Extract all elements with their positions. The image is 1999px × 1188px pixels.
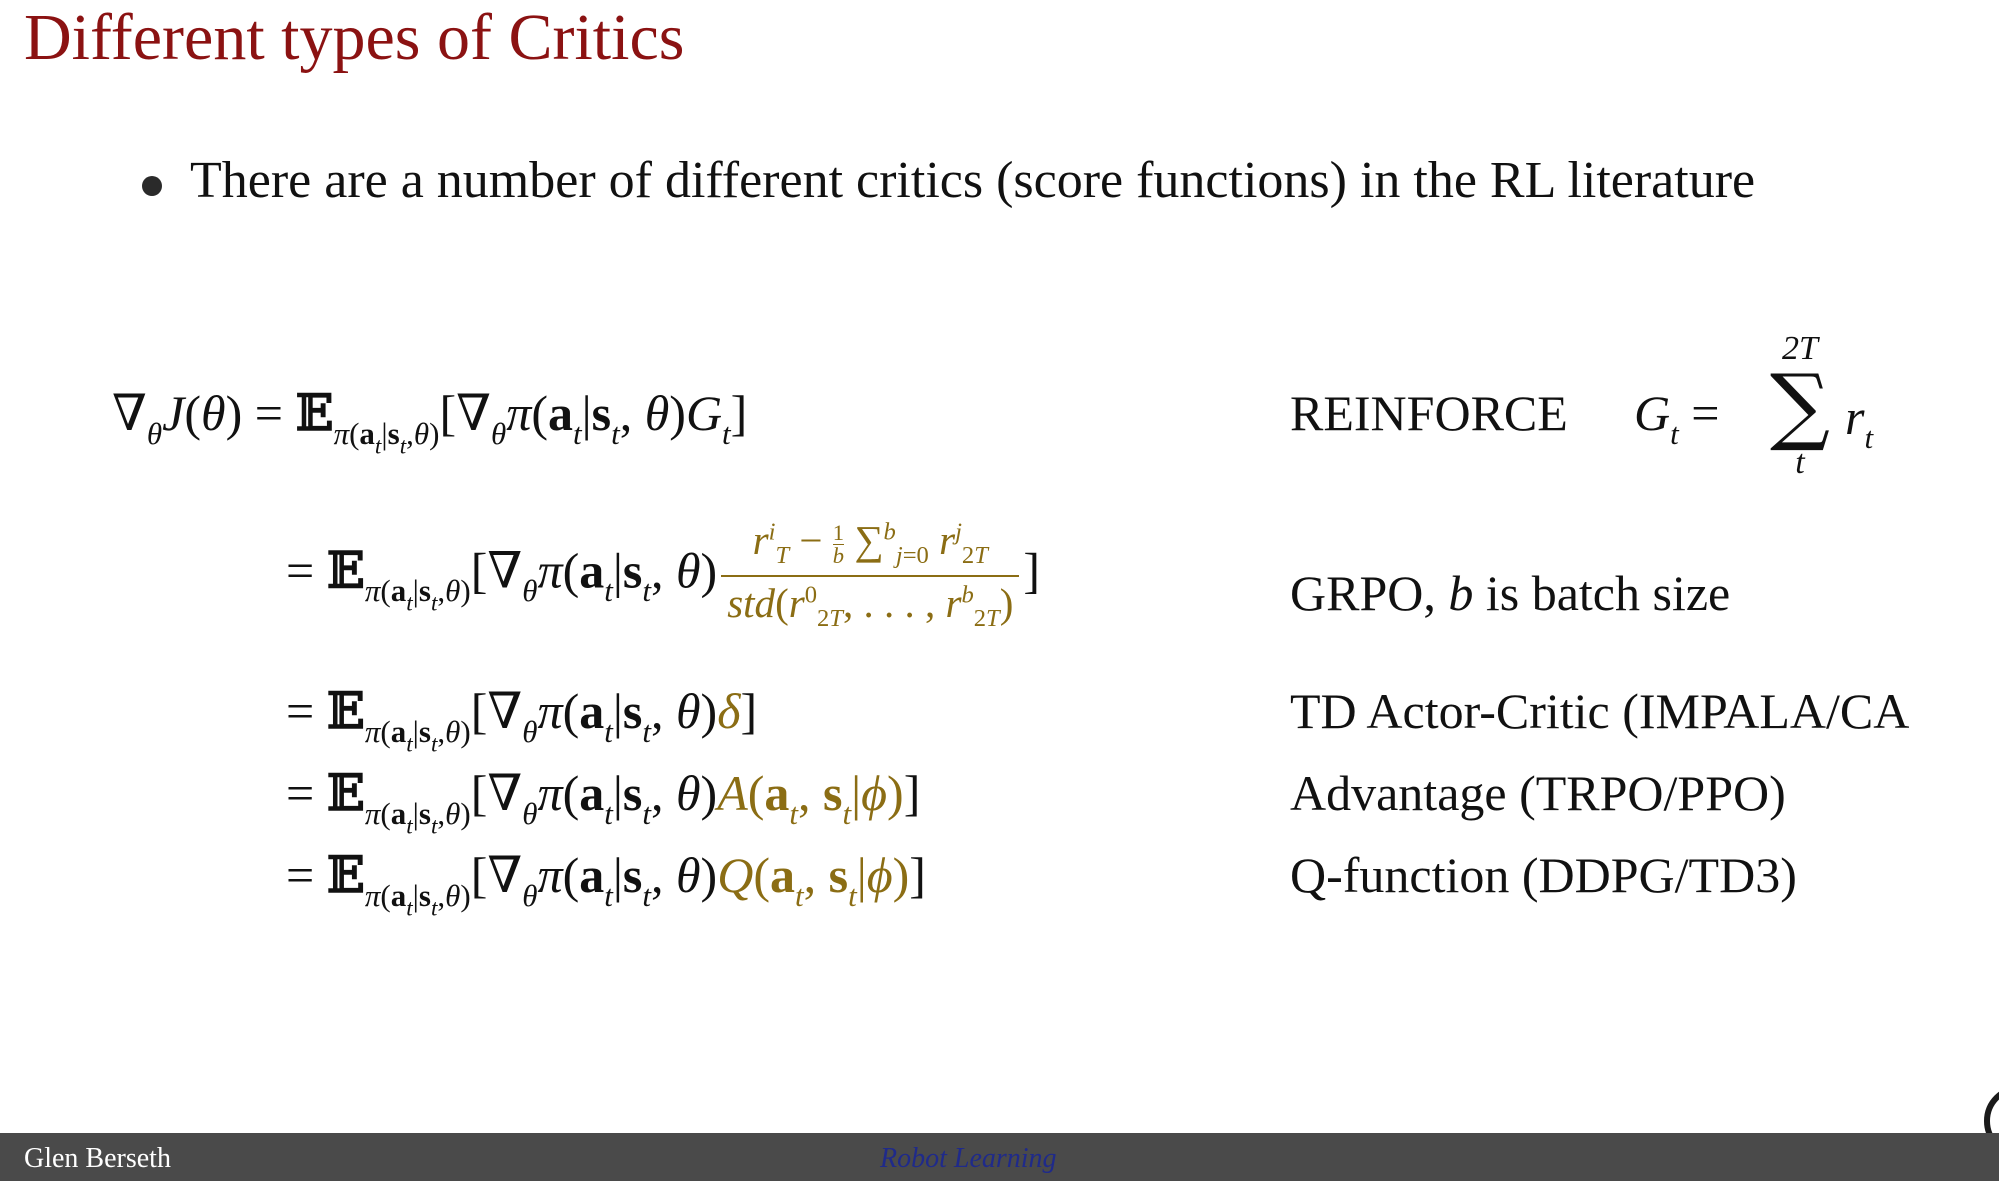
equation-advantage: = $𝔼_{\pi(a_t|s_t,\theta)}[\nabla_\theta\pi(a_t|s_t$, $\theta)A(a_t$, $s_t|\phi$)] xyxy=(286,763,921,840)
equation-td: = $𝔼_{\pi(a_t|s_t,\theta)}[\nabla_\theta\pi(a_t|s_t$, θ)δ] xyxy=(286,681,758,758)
footer-course: Robot Learning xyxy=(880,1143,1057,1174)
label-advantage: Advantage (TRPO/PPO) xyxy=(1290,765,1786,821)
equation-qfunction: = $𝔼_{\pi(a_t|s_t,\theta)}[\nabla_\theta\pi(a_t|s_t$, $\theta)Q(a_t$, $s_t|\phi$)] xyxy=(286,845,926,922)
label-qfunction: Q-function (DDPG/TD3) xyxy=(1290,847,1797,903)
equation-reinforce: $\nabla_\theta J(\theta)$ = $𝔼_{\pi(a_t|s_t,\theta)}[\nabla_\theta\pi(a_t|s_t$, $\theta)G_t$] xyxy=(112,383,748,460)
footer-author: Glen Berseth xyxy=(24,1143,171,1174)
gradient-lhs: $\nabla_\theta J(\theta)$ xyxy=(112,385,243,451)
sum-icon: ∑ xyxy=(1770,356,1830,454)
equation-grpo: = $𝔼_{\pi(a_t|s_t,\theta)}[\nabla_\theta\pi(a_t|s_t$, θ) $r^i_T$ − $\frac{1}{b}$ ∑$^b_{j=0}$ $r^j_{2T}$ $std(r^0_{2T}$, . . . , $r^b_{2T}$) ] xyxy=(286,517,1041,632)
footer-bar xyxy=(0,1133,1999,1181)
summation xyxy=(1760,330,1840,482)
label-reinforce: REINFORCE xyxy=(1290,385,1568,441)
reinforce-return-lhs: $G_t$ = xyxy=(1634,385,1720,451)
bullet-dot-icon xyxy=(142,176,162,196)
bullet-text: There are a number of different critics (score functions) in the RL literature xyxy=(190,152,1756,209)
label-td: TD Actor-Critic (IMPALA/CA xyxy=(1290,683,1910,739)
sum-term: $r_t$ xyxy=(1845,389,1874,455)
sum-upper-limit: 2T xyxy=(1782,330,1818,367)
sum-lower-limit: t xyxy=(1795,443,1805,481)
label-grpo: GRPO, b is batch size xyxy=(1290,565,1731,621)
slide-title: Different types of Critics xyxy=(24,1,685,74)
grpo-fraction: $r^i_T$ − $\frac{1}{b}$ ∑$^b_{j=0}$ $r^j_{2T}$ $std(r^0_{2T}$, . . . , $r^b_{2T}$) xyxy=(721,520,1019,632)
